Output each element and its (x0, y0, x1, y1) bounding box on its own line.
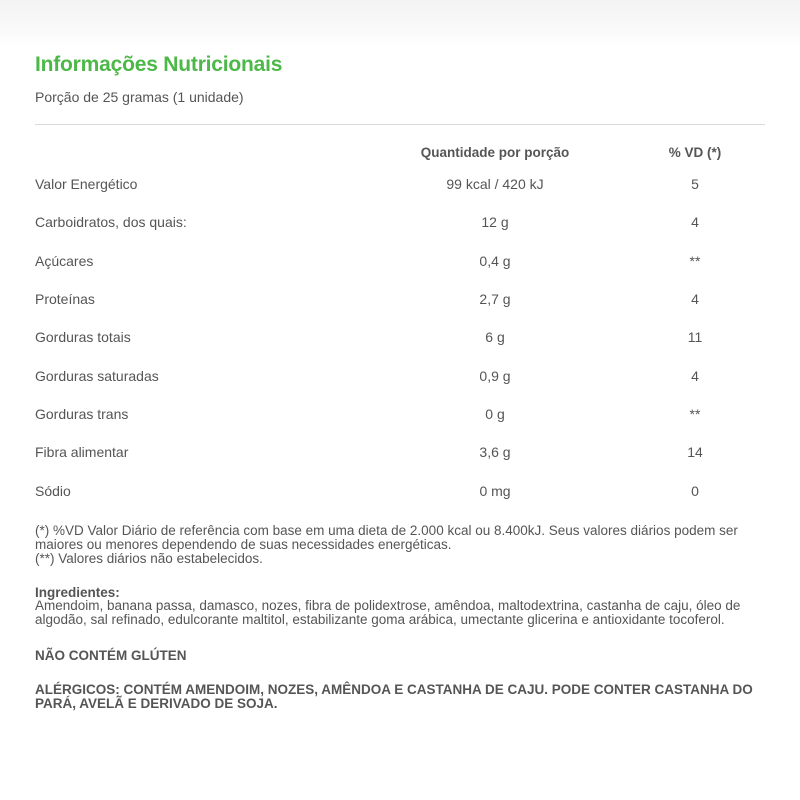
table-row (35, 203, 765, 241)
table-row (35, 318, 765, 356)
not-established-footnote: (**) Valores diários não estabelecidos. (35, 550, 263, 566)
nutrient-vd: ** (689, 252, 701, 269)
nutrient-vd: ** (689, 405, 701, 422)
ingredients-text: Amendoim, banana passa, damasco, nozes, fibra de polidextrose, amêndoa, maltodextrina, castanha de caju, óleo de algodão, sal refinado, edulcorante maltitol, estabilizante goma arábica, umectante glicerina e antioxidante tocoferol. (35, 598, 741, 627)
nutrient-name: Carboidratos, dos quais: (35, 214, 187, 231)
nutrient-vd: 4 (691, 291, 699, 308)
nutrient-name: Açúcares (35, 252, 94, 269)
table-row (35, 395, 765, 433)
nutrient-vd: 4 (691, 214, 699, 231)
nutrient-vd: 0 (691, 482, 699, 499)
nutrient-quantity: 0 mg (479, 482, 511, 499)
nutrient-quantity: 12 g (481, 214, 509, 231)
nutrition-table (35, 139, 765, 510)
portion-text: Porção de 25 gramas (1 unidade) (35, 89, 244, 105)
page-title: Informações Nutricionais (35, 53, 283, 76)
nutrient-quantity: 3,6 g (479, 444, 511, 461)
nutrient-name: Valor Energético (35, 176, 138, 193)
nutrient-vd: 4 (691, 367, 699, 384)
table-row (35, 433, 765, 471)
table-row (35, 280, 765, 318)
nutrient-quantity: 0,9 g (479, 367, 511, 384)
nutrient-vd: 5 (691, 176, 699, 193)
ingredients-heading: Ingredientes: (35, 584, 120, 600)
top-band (0, 0, 800, 46)
divider (35, 124, 765, 125)
nutrient-quantity: 6 g (485, 329, 505, 346)
table-row (35, 471, 765, 509)
nutrient-quantity: 0,4 g (479, 252, 511, 269)
nutrient-name: Gorduras totais (35, 329, 131, 346)
column-header-nutrient (35, 139, 365, 165)
column-header-vd: % VD (*) (668, 144, 722, 160)
nutrient-vd: 14 (687, 444, 703, 461)
nutrient-vd: 11 (687, 329, 703, 346)
nutrient-quantity: 99 kcal / 420 kJ (446, 176, 544, 193)
gluten-statement: NÃO CONTÉM GLÚTEN (35, 648, 187, 664)
table-row (35, 356, 765, 394)
vd-footnote: (*) %VD Valor Diário de referência com base em uma dieta de 2.000 kcal ou 8.400kJ. Seus valores diários podem ser maiores ou menores dependendo de suas necessidades energéticas. (35, 522, 738, 552)
nutrition-panel (35, 52, 765, 711)
nutrient-name: Sódio (35, 482, 71, 499)
nutrient-name: Gorduras trans (35, 405, 129, 422)
table-header-row (35, 139, 765, 165)
footnotes (35, 524, 765, 566)
nutrient-quantity: 0 g (485, 405, 505, 422)
allergen-statement: ALÉRGICOS: CONTÉM AMENDOIM, NOZES, AMÊNDOA E CASTANHA DE CAJU. PODE CONTER CASTANHA DO PARÁ, AVELÃ E DERIVADO DE SOJA. (35, 682, 753, 712)
table-row (35, 165, 765, 203)
nutrient-name: Proteínas (35, 291, 95, 308)
nutrient-quantity: 2,7 g (479, 291, 511, 308)
table-row (35, 242, 765, 280)
nutrient-name: Gorduras saturadas (35, 367, 159, 384)
nutrient-name: Fibra alimentar (35, 444, 129, 461)
ingredients-section (35, 586, 765, 627)
column-header-quantity: Quantidade por porção (420, 144, 570, 160)
